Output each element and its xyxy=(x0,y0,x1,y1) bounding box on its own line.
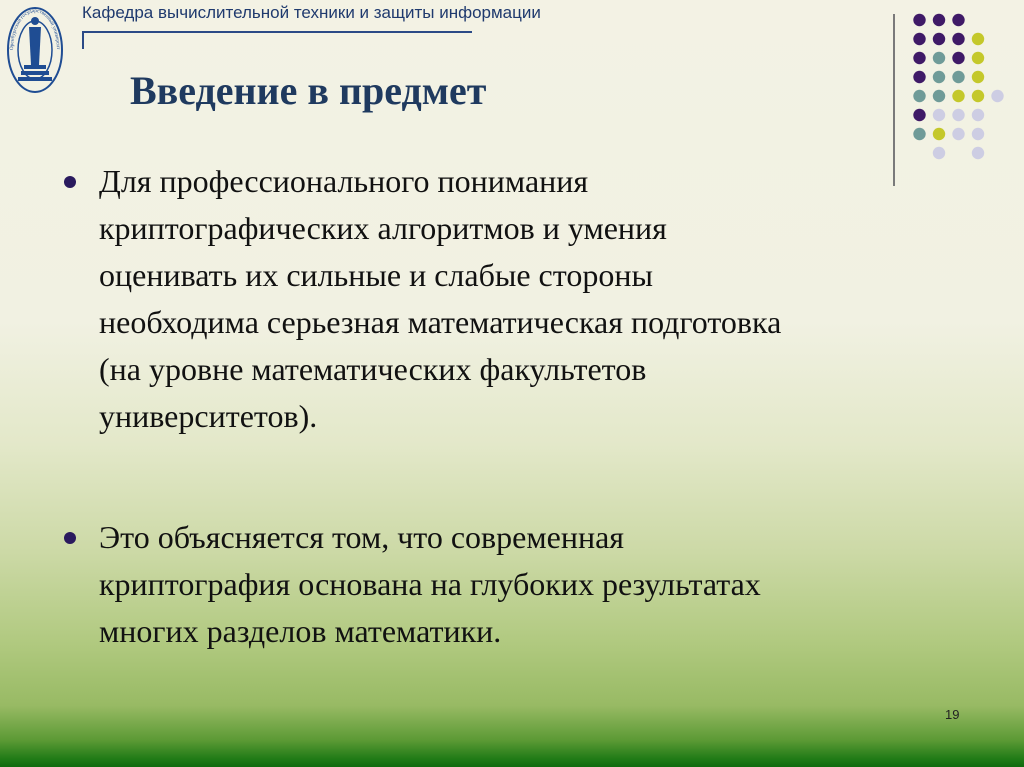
bullet-line: (на уровне математических факультетов xyxy=(99,351,647,387)
decorative-dot xyxy=(933,52,945,64)
decorative-dot xyxy=(933,128,945,140)
decorative-dot xyxy=(933,90,945,102)
decorative-dot xyxy=(913,71,925,83)
decorative-dot xyxy=(972,90,984,102)
decorative-dot xyxy=(913,14,925,26)
decorative-dot xyxy=(952,109,964,121)
decorative-dot xyxy=(972,33,984,45)
bullet-marker-icon xyxy=(64,176,76,188)
bullet-line: Это объясняется том, что современная xyxy=(99,519,624,555)
decorative-dot xyxy=(952,90,964,102)
bullet-line: криптографических алгоритмов и умения xyxy=(99,210,667,246)
decorative-dot xyxy=(933,71,945,83)
bullet-text xyxy=(99,514,959,655)
decorative-dot xyxy=(952,33,964,45)
page-number: 19 xyxy=(945,707,960,722)
bullet-marker-icon xyxy=(64,532,76,544)
decorative-dot xyxy=(972,52,984,64)
decorative-dot xyxy=(972,109,984,121)
decorative-dot xyxy=(952,14,964,26)
bullet-line: университетов). xyxy=(99,398,318,434)
decorative-dot xyxy=(952,52,964,64)
bullet-line: необходима серьезная математическая подготовка xyxy=(99,304,782,340)
decorative-dot xyxy=(913,33,925,45)
header-rule-tick xyxy=(82,31,84,49)
decorative-dot-grid xyxy=(900,12,1020,162)
decorative-dot xyxy=(913,128,925,140)
decorative-dot xyxy=(991,90,1003,102)
svg-text:Оренбургский государственный у: Оренбургский государственный университ xyxy=(8,7,62,51)
slide-title: Введение в предмет xyxy=(130,68,487,113)
decorative-dot xyxy=(933,109,945,121)
department-header: Кафедра вычислительной техники и защиты информации xyxy=(82,3,541,22)
bullet-item xyxy=(64,514,944,664)
header-rule xyxy=(82,31,472,33)
decorative-dot xyxy=(952,71,964,83)
decorative-dot xyxy=(913,52,925,64)
decorative-dot xyxy=(952,128,964,140)
decorative-dot xyxy=(972,147,984,159)
bullet-item xyxy=(64,158,944,448)
decorative-dot xyxy=(972,128,984,140)
bullet-line: криптография основана на глубоких результатах xyxy=(99,566,761,602)
decorative-dot xyxy=(972,71,984,83)
bullet-line: оценивать их сильные и слабые стороны xyxy=(99,257,653,293)
decorative-dot xyxy=(933,14,945,26)
bullet-text xyxy=(99,158,959,440)
bullet-line: Для профессионального понимания xyxy=(99,163,589,199)
decorative-dot xyxy=(933,33,945,45)
university-logo xyxy=(5,5,65,95)
bullet-line: многих разделов математики. xyxy=(99,613,502,649)
decorative-dot xyxy=(913,109,925,121)
decorative-dot xyxy=(913,90,925,102)
